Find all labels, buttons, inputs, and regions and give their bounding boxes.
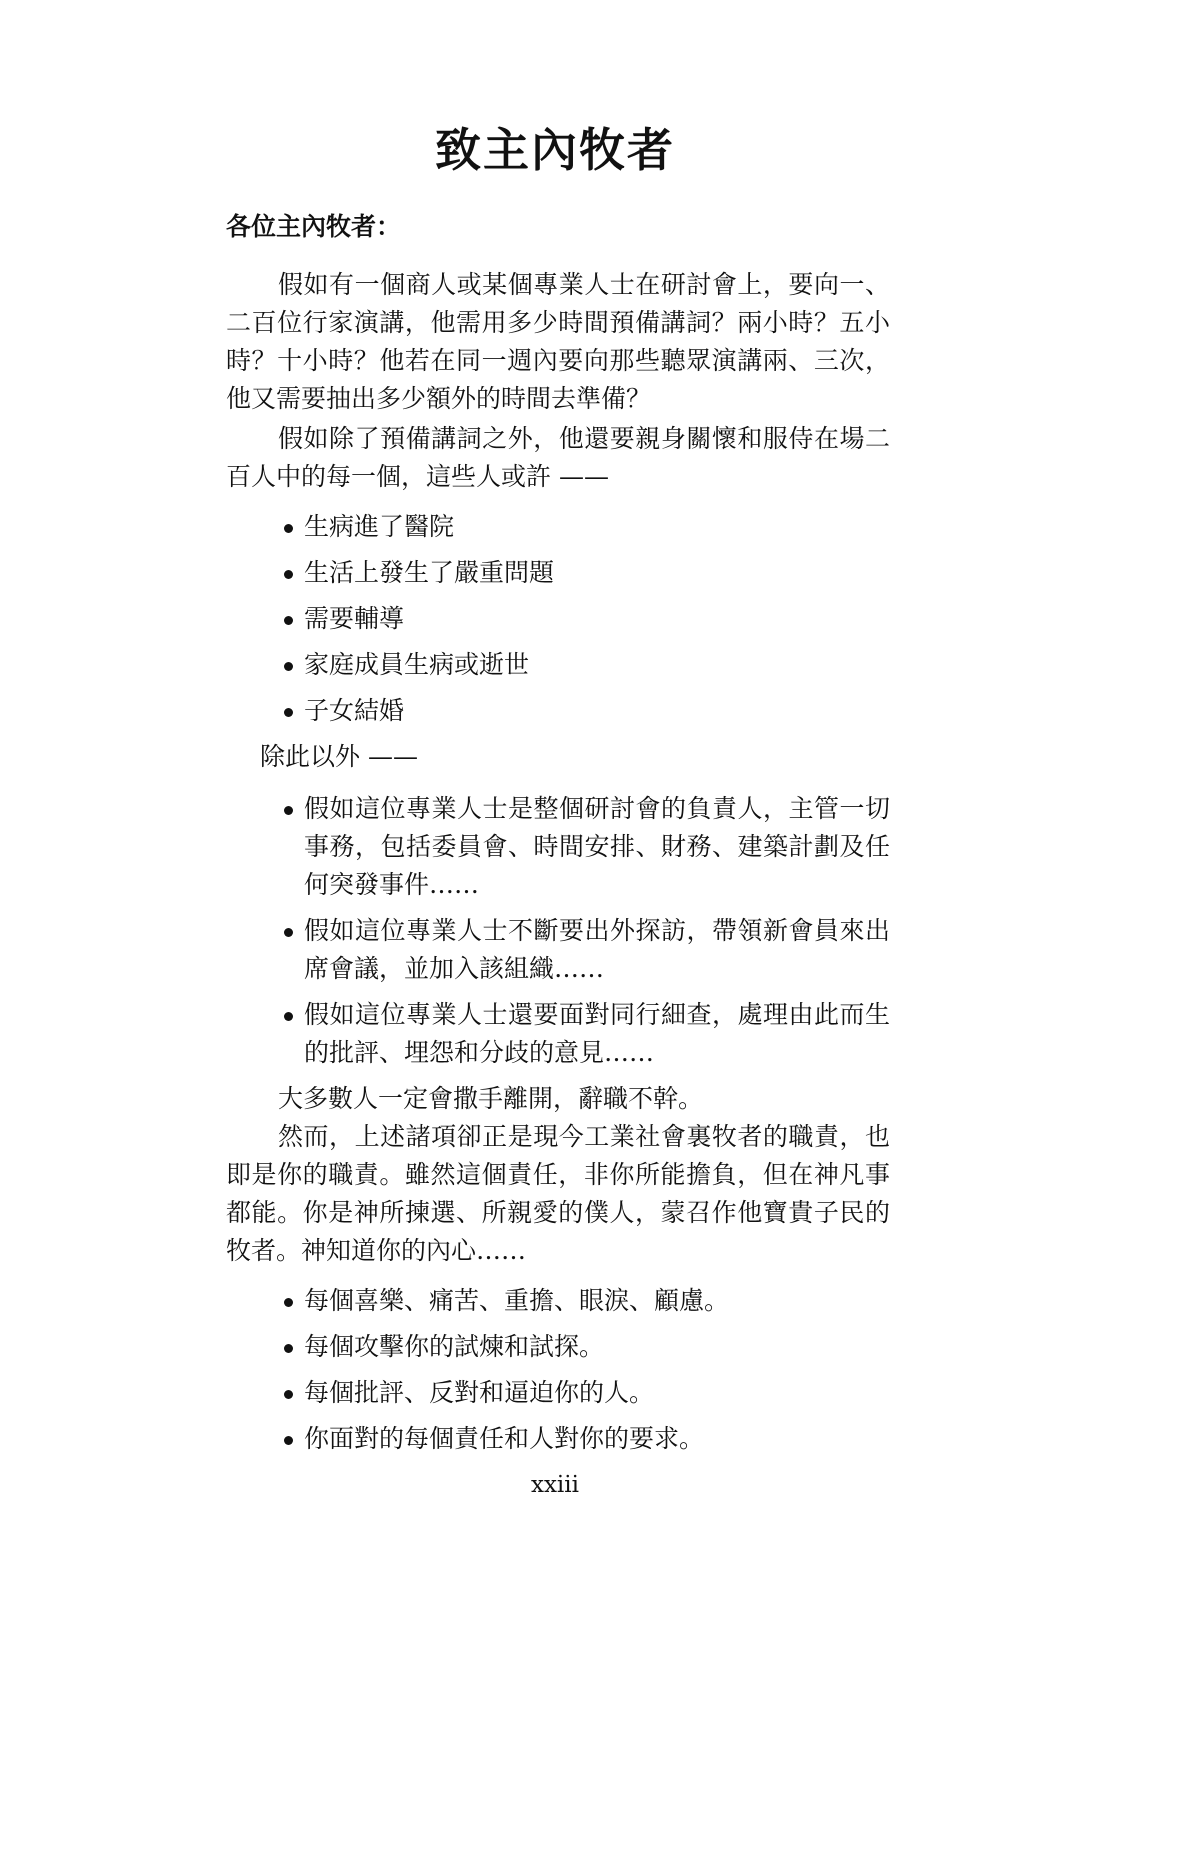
- list-item: 假如這位專業人士還要面對同行細查，處理由此而生的批評、埋怨和分歧的意見……: [282, 996, 890, 1072]
- intro-paragraph: 假如有一個商人或某個專業人士在研討會上，要向一、二百位行家演講，他需用多少時間預備講詞？兩小時？五小時？十小時？他若在同一週內要向那些聽眾演講兩、三次，他又需要抽出多少額外的時間去準備？: [226, 270, 890, 413]
- list-item: 每個批評、反對和逼迫你的人。: [282, 1374, 890, 1412]
- list-item: 需要輔導: [282, 600, 890, 638]
- conclusion-line: 大多數人一定會撒手離開，辭職不幹。: [278, 1084, 704, 1113]
- situations-list: [226, 508, 890, 730]
- list-item: 每個攻擊你的試煉和試探。: [282, 1328, 890, 1366]
- list-item: 子女結婚: [282, 692, 890, 730]
- besides-label: 除此以外 ——: [260, 742, 418, 771]
- page-title: 致主內牧者: [435, 123, 675, 177]
- page-number: xxiii: [530, 1472, 579, 1498]
- letter-body: [226, 208, 890, 1466]
- list-item: 生病進了醫院: [282, 508, 890, 546]
- list-item: 假如這位專業人士是整個研討會的負責人，主管一切事務，包括委員會、時間安排、財務、建築計劃及任何突發事件……: [282, 790, 890, 904]
- salutation: 各位主內牧者：: [226, 212, 402, 241]
- list-item: 家庭成員生病或逝世: [282, 646, 890, 684]
- list-item: 生活上發生了嚴重問題: [282, 554, 890, 592]
- intro-paragraph: 假如除了預備講詞之外，他還要親身關懷和服侍在場二百人中的每一個，這些人或許 ——: [226, 424, 890, 491]
- list-item: 你面對的每個責任和人對你的要求。: [282, 1420, 890, 1458]
- god-knows-list: [226, 1282, 890, 1458]
- pastor-paragraph: 然而，上述諸項卻正是現今工業社會裏牧者的職責，也即是你的職責。雖然這個責任，非你所能擔負，但在神凡事都能。你是神所揀選、所親愛的僕人，蒙召作他寶貴子民的牧者。神知道你的內心……: [226, 1122, 890, 1265]
- extra-duties-list: [226, 790, 890, 1072]
- list-item: 每個喜樂、痛苦、重擔、眼淚、顧慮。: [282, 1282, 890, 1320]
- list-item: 假如這位專業人士不斷要出外探訪，帶領新會員來出席會議，並加入該組織……: [282, 912, 890, 988]
